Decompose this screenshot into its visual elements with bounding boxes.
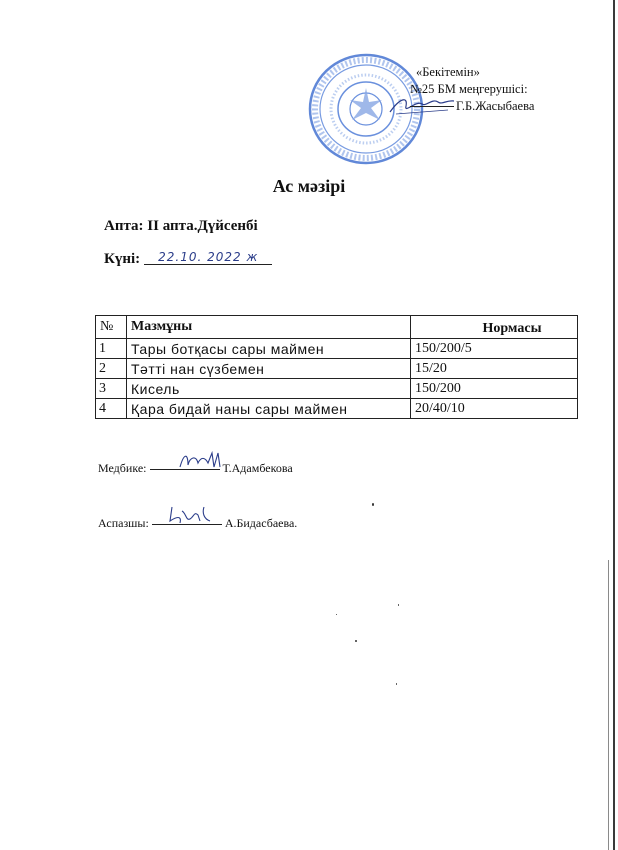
- table-row: [96, 339, 578, 359]
- approval-signature-blank: [410, 106, 454, 107]
- row-norm: 150/200: [411, 379, 578, 399]
- cook-signature-blank: [152, 510, 222, 525]
- cook-label: Аспазшы:: [98, 516, 149, 530]
- cook-signature-line: [98, 512, 297, 531]
- week-label: Апта: ІІ апта.Дүйсенбі: [104, 218, 258, 234]
- scan-page-edge: [613, 0, 615, 850]
- row-number: 4: [96, 399, 127, 419]
- header-number: №: [96, 316, 127, 339]
- approval-director-name: Г.Б.Жасыбаева: [456, 99, 535, 113]
- row-number: 3: [96, 379, 127, 399]
- row-norm: 15/20: [411, 359, 578, 379]
- date-row: [104, 251, 272, 268]
- menu-table: [95, 315, 578, 419]
- date-value: 22.10. 2022 ж: [144, 250, 272, 265]
- row-dish: Тары ботқасы сары маймен: [127, 339, 411, 359]
- approval-position: №25 БМ меңгерушісі:: [410, 82, 528, 96]
- row-number: 1: [96, 339, 127, 359]
- scan-speck: [398, 604, 399, 606]
- table-header-row: [96, 316, 578, 339]
- row-dish: Қара бидай наны сары маймен: [127, 399, 411, 419]
- approval-block: [410, 64, 534, 115]
- page-title: Ас мәзірі: [272, 176, 346, 196]
- header-norm: Нормасы: [411, 316, 578, 339]
- scan-speck: [396, 683, 397, 685]
- medic-name: Т.Адамбекова: [222, 461, 293, 475]
- row-number: 2: [96, 359, 127, 379]
- medic-signature-blank: [150, 455, 220, 470]
- table-row: [96, 399, 578, 419]
- medic-label: Медбике:: [98, 461, 147, 475]
- medic-signature-line: [98, 457, 293, 476]
- row-dish: Тәтті нан сүзбемен: [127, 359, 411, 379]
- row-dish: Кисель: [127, 379, 411, 399]
- approval-heading: «Бекітемін»: [416, 65, 480, 79]
- table-row: [96, 379, 578, 399]
- scan-speck: [355, 640, 357, 642]
- row-norm: 20/40/10: [411, 399, 578, 419]
- scan-page-edge-secondary: [608, 560, 609, 850]
- row-norm: 150/200/5: [411, 339, 578, 359]
- cook-name: А.Бидасбаева.: [224, 516, 298, 530]
- table-row: [96, 359, 578, 379]
- header-content: Мазмұны: [127, 316, 411, 339]
- date-label: Күні:: [104, 251, 141, 267]
- scan-speck: [336, 614, 337, 615]
- scan-speck: [372, 503, 374, 506]
- approval-signature-row: [410, 98, 534, 115]
